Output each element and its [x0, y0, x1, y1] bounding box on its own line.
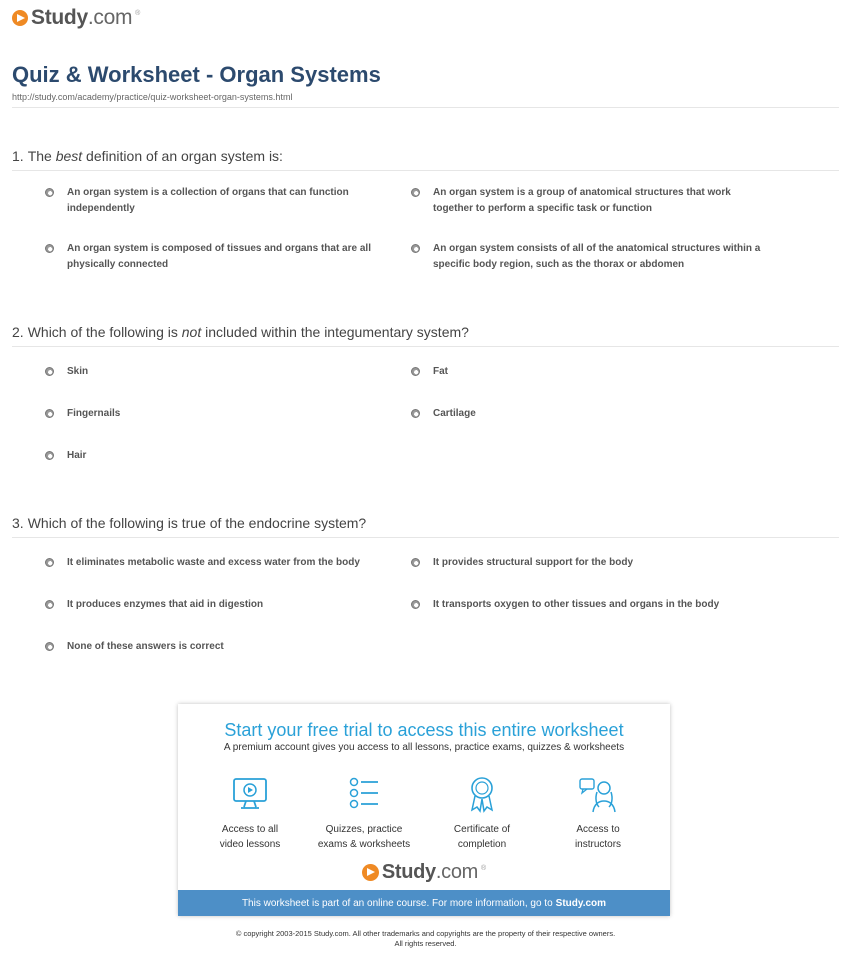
feature-video-lessons [200, 774, 300, 852]
answer-choice[interactable]: An organ system is composed of tissues and organs that are all physically connected [45, 241, 405, 273]
divider [12, 107, 839, 108]
promo-study-logo[interactable] [178, 861, 670, 884]
radio-button[interactable] [411, 600, 420, 609]
answer-choice[interactable]: It transports oxygen to other tissues and organs in the body [411, 597, 719, 613]
radio-button[interactable] [45, 367, 54, 376]
radio-button[interactable] [45, 244, 54, 253]
radio-button[interactable] [411, 188, 420, 197]
answer-choice[interactable]: An organ system consists of all of the anatomical structures within a specific body region, such as the thorax or abdomen [411, 241, 761, 273]
radio-button[interactable] [45, 409, 54, 418]
answer-choice[interactable]: It produces enzymes that aid in digestion [45, 597, 263, 613]
feature-certificate [432, 774, 532, 852]
feature-quizzes [314, 774, 414, 852]
question-divider [12, 346, 839, 347]
play-logo-icon [12, 10, 28, 26]
trademark-mark: ® [481, 865, 487, 872]
radio-button[interactable] [45, 188, 54, 197]
play-logo-icon [362, 864, 379, 881]
question-3: 3. Which of the following is true of the endocrine system? [12, 515, 367, 531]
answer-choice[interactable]: An organ system is a collection of organs that can function independently [45, 185, 390, 217]
feature-label: Access to all video lessons [219, 824, 281, 850]
study-link[interactable]: Study.com [555, 897, 607, 909]
answer-choice[interactable]: None of these answers is correct [45, 639, 224, 655]
question-divider [12, 170, 839, 171]
feature-label: Quizzes, practice exams & worksheets [317, 824, 411, 850]
feature-label: Access to instructors [574, 824, 622, 850]
logo-text: Study.com [31, 6, 133, 29]
page-url: http://study.com/academy/practice/quiz-worksheet-organ-systems.html [12, 92, 293, 102]
trademark-mark: ® [135, 10, 141, 17]
answer-choice[interactable]: It eliminates metabolic waste and excess water from the body [45, 555, 360, 571]
answer-choice[interactable]: Cartilage [411, 406, 476, 422]
course-info-text: This worksheet is part of an online course. For more information, go to [241, 897, 553, 909]
radio-button[interactable] [45, 600, 54, 609]
answer-choice[interactable]: Fat [411, 364, 448, 380]
answer-choice[interactable]: It provides structural support for the body [411, 555, 633, 571]
certificate-icon [462, 774, 502, 814]
radio-button[interactable] [411, 558, 420, 567]
answer-choice[interactable]: Fingernails [45, 406, 120, 422]
radio-button[interactable] [411, 409, 420, 418]
video-lesson-icon [230, 774, 270, 814]
question-divider [12, 537, 839, 538]
promo-subtitle: A premium account gives you access to all lessons, practice exams, quizzes & worksheets [223, 742, 625, 753]
answer-choice[interactable]: Hair [45, 448, 86, 464]
quiz-list-icon [344, 774, 384, 814]
course-info-bar [178, 890, 670, 916]
logo-text: Study.com [381, 861, 479, 883]
instructor-icon [578, 774, 618, 814]
radio-button[interactable] [411, 244, 420, 253]
feature-instructors [548, 774, 648, 852]
radio-button[interactable] [45, 642, 54, 651]
answer-choice[interactable]: Skin [45, 364, 88, 380]
answer-choice[interactable]: An organ system is a group of anatomical structures that work together to perform a specific task or function [411, 185, 761, 217]
feature-label: Certificate of completion [453, 824, 511, 850]
question-1: 1. The best definition of an organ system is: [12, 148, 283, 164]
free-trial-promo [178, 704, 670, 916]
study-logo[interactable] [12, 6, 140, 30]
question-2: 2. Which of the following is not included within the integumentary system? [12, 324, 469, 340]
promo-title[interactable]: Start your free trial to access this entire worksheet [224, 720, 624, 740]
radio-button[interactable] [411, 367, 420, 376]
page-title: Quiz & Worksheet - Organ Systems [12, 62, 381, 87]
radio-button[interactable] [45, 558, 54, 567]
radio-button[interactable] [45, 451, 54, 460]
copyright: © copyright 2003-2015 Study.com. All other trademarks and copyrights are the property of their respective owners. All rights reserved. [235, 929, 616, 948]
